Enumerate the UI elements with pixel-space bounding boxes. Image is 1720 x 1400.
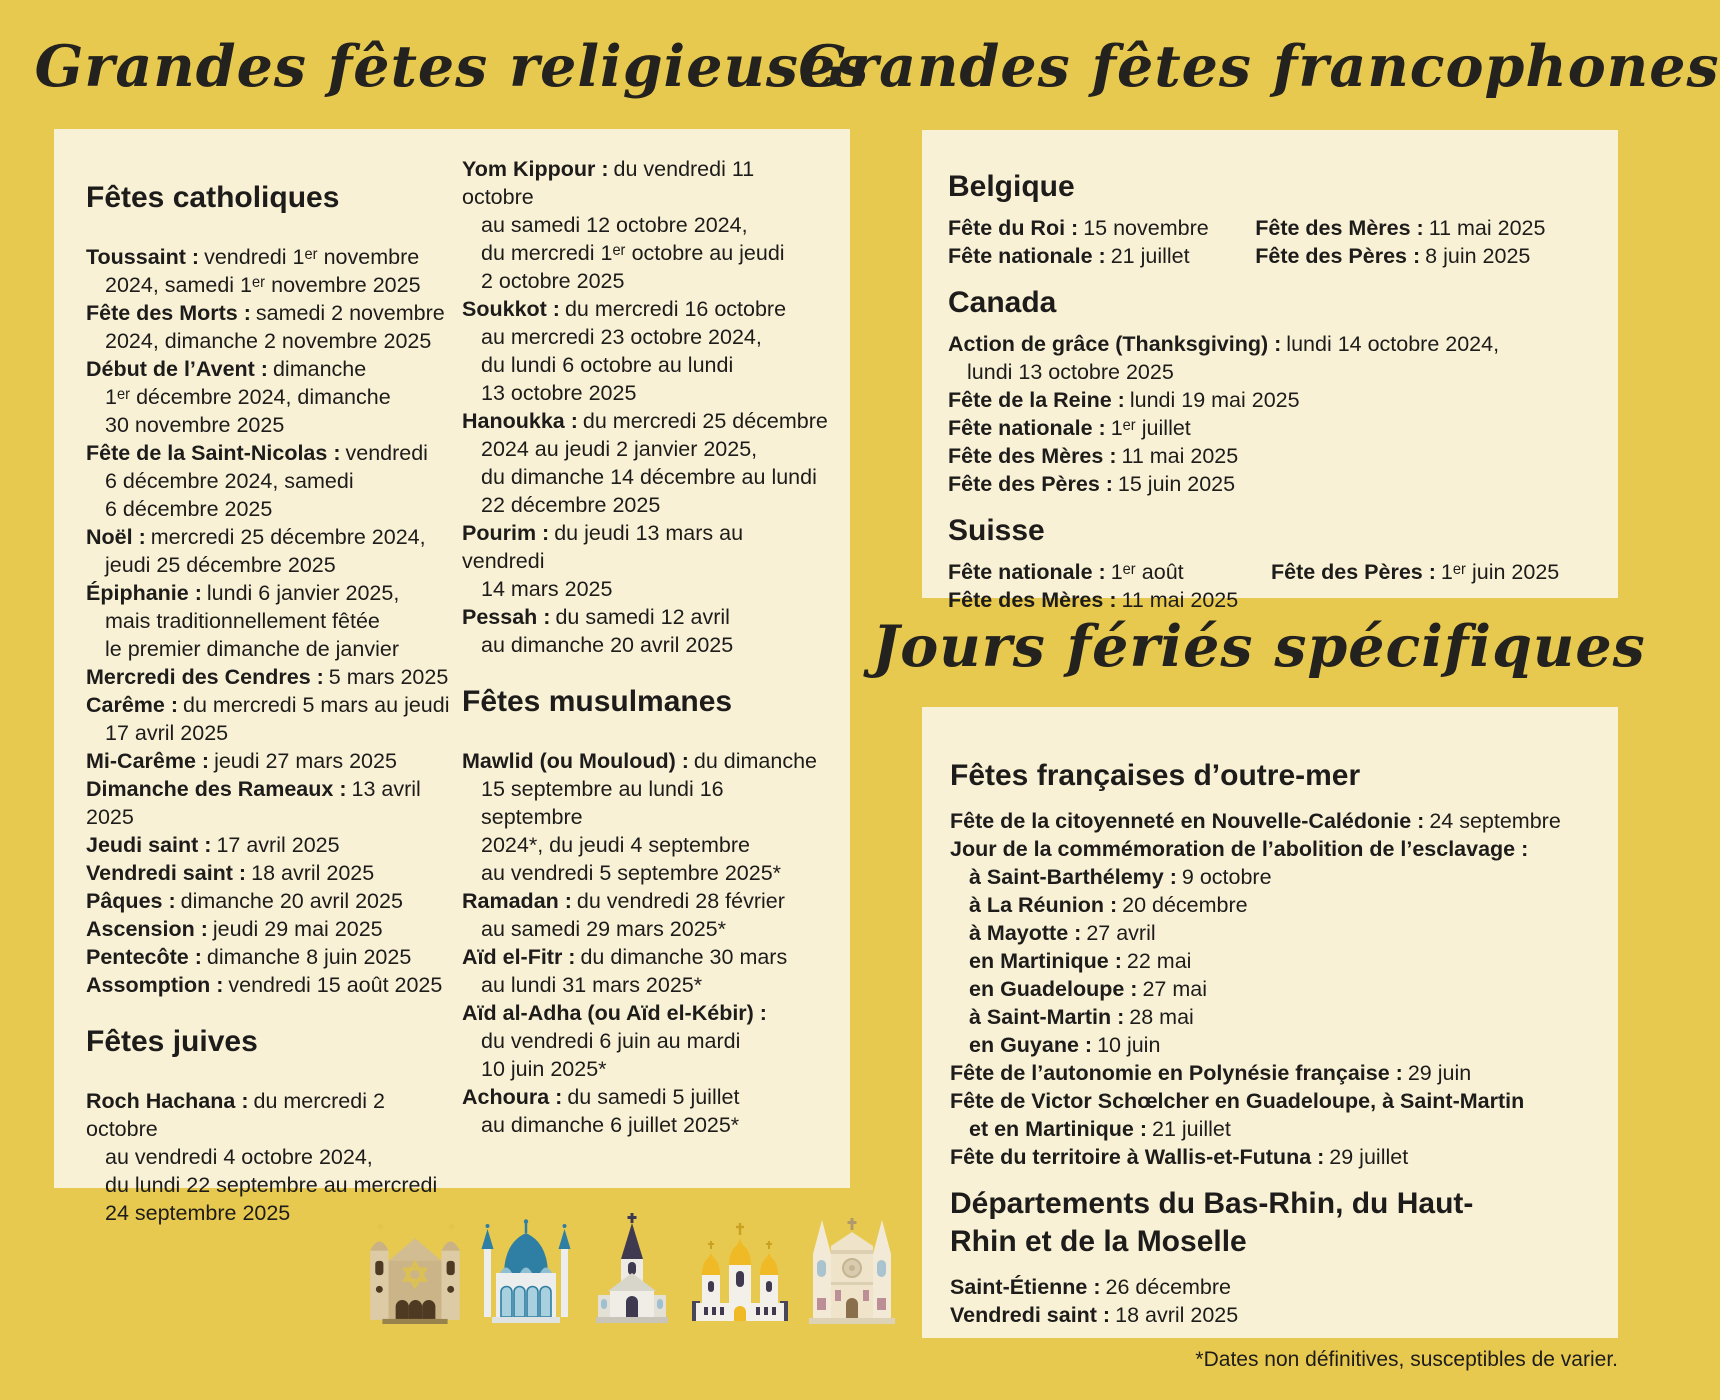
content-block: [948, 168, 1592, 214]
column: [1271, 558, 1592, 614]
entry-line: [462, 463, 828, 491]
entry-text: 1ᵉʳ juillet: [1110, 416, 1191, 440]
entry-line: [948, 414, 1592, 442]
entry-label: Épiphanie :: [86, 581, 202, 605]
entry-line: [86, 831, 452, 859]
entry-label: Ascension :: [86, 917, 208, 941]
entry-line: [86, 1143, 452, 1171]
entry-text: 11 mai 2025: [1121, 444, 1239, 468]
entry-label: Carême :: [86, 693, 179, 717]
entry-line: [462, 295, 828, 323]
entry-line: [948, 558, 1271, 586]
entry-text: du samedi 5 juillet: [567, 1085, 740, 1109]
entry-text: du dimanche: [693, 749, 818, 773]
entry-label: Noël :: [86, 525, 146, 549]
title-specific-public-holidays: Jours fériés spécifiques: [872, 612, 1646, 680]
entry-list: [462, 155, 828, 659]
entry-text: 1ᵉʳ août: [1110, 560, 1184, 584]
entry-label: Début de l’Avent :: [86, 357, 268, 381]
cathedral-icon: [806, 1212, 898, 1324]
entry-text: dimanche 20 avril 2025: [180, 889, 403, 913]
entry-text: au samedi 12 octobre 2024,: [481, 213, 748, 237]
entry-line: [950, 891, 1592, 919]
entry-line: [1255, 242, 1592, 270]
column: [948, 214, 1255, 270]
section-heading: Fêtes juives: [86, 1025, 258, 1058]
entry-label: Fête des Pères :: [948, 472, 1113, 496]
entry-label: Yom Kippour :: [462, 157, 609, 181]
entry-text: mercredi 25 décembre 2024,: [150, 525, 426, 549]
entry-text: 2024, dimanche 2 novembre 2025: [105, 329, 432, 353]
entry-line: [462, 915, 828, 943]
entry-label: Pourim :: [462, 521, 550, 545]
entry-line: [462, 519, 828, 575]
entry-text: 6 décembre 2024, samedi: [105, 469, 354, 493]
entry-line: [86, 719, 452, 747]
entry-text: jeudi 27 mars 2025: [214, 749, 397, 773]
entry-line: [462, 631, 828, 659]
entry-label: Fête des Pères :: [1270, 560, 1436, 584]
entry-label: Fête de l’autonomie en Polynésie française :: [950, 1061, 1403, 1085]
entry-label: Fête nationale :: [948, 244, 1106, 268]
entry-label: Vendredi saint :: [950, 1303, 1111, 1327]
entry-line: [86, 1087, 452, 1143]
orthodox-cathedral-icon: [690, 1218, 790, 1324]
entry-label: Fête de Victor Schœlcher en Guadeloupe, à Saint-Martin: [950, 1089, 1525, 1113]
entry-text: 11 mai 2025: [1428, 216, 1546, 240]
content-block: [462, 683, 828, 721]
content-block: [950, 757, 1592, 795]
entry-label: Mawlid (ou Mouloud) :: [462, 749, 689, 773]
section-heading: Fêtes musulmanes: [462, 685, 733, 718]
entry-line: [950, 807, 1592, 835]
entry-list: [462, 747, 828, 1139]
entry-line: [462, 267, 828, 295]
entry-label: Fête de la Saint-Nicolas :: [86, 441, 341, 465]
entry-line: [86, 607, 452, 635]
entry-text: lundi 14 octobre 2024,: [1286, 332, 1500, 356]
entry-text: 18 avril 2025: [1115, 1303, 1239, 1327]
entry-line: [948, 386, 1592, 414]
entry-line: [86, 775, 452, 831]
church-icon: [590, 1210, 674, 1324]
entry-list: [950, 807, 1592, 1171]
entry-line: [950, 975, 1592, 1003]
entry-text: 21 juillet: [1151, 1117, 1231, 1141]
content-block: [86, 179, 452, 217]
entry-line: [86, 887, 452, 915]
dates-disclaimer: *Dates non définitives, susceptibles de varier.: [1195, 1348, 1618, 1371]
entry-text: au vendredi 5 septembre 2025*: [481, 861, 782, 885]
entry-text: 8 juin 2025: [1425, 244, 1531, 268]
entry-line: [86, 523, 452, 551]
entry-text: 29 juillet: [1329, 1145, 1409, 1169]
entry-line: [86, 691, 452, 719]
entry-list: [948, 330, 1592, 498]
entry-line: [950, 1273, 1592, 1301]
francophone-blocks: [948, 168, 1592, 614]
entry-line: [462, 1083, 828, 1111]
entry-line: [462, 831, 828, 859]
content-block: [86, 243, 452, 999]
entry-line: [948, 442, 1592, 470]
entry-line: [86, 635, 452, 663]
entry-text: du samedi 12 avril: [555, 605, 730, 629]
entry-text: 6 décembre 2025: [105, 497, 273, 521]
entry-text: 1ᵉʳ juin 2025: [1440, 560, 1560, 584]
column: [948, 558, 1271, 614]
entry-text: du vendredi 6 juin au mardi: [481, 1029, 741, 1053]
specific-blocks: [950, 757, 1592, 1329]
entry-label: Fête de la Reine :: [948, 388, 1125, 412]
entry-text: vendredi: [345, 441, 428, 465]
entry-text: 17 avril 2025: [216, 833, 340, 857]
entry-label: Hanoukka :: [462, 409, 578, 433]
entry-line: [86, 579, 452, 607]
entry-label: à La Réunion :: [969, 893, 1118, 917]
entry-text: du jeudi 13 mars au vendredi: [462, 521, 744, 573]
entry-line: [86, 1171, 452, 1199]
entry-text: au lundi 31 mars 2025*: [481, 973, 703, 997]
entry-line: [462, 971, 828, 999]
entry-text: du lundi 22 septembre au mercredi: [105, 1173, 438, 1197]
section-heading: Départements du Bas-Rhin, du Haut-Rhin et de la Moselle: [950, 1187, 1474, 1258]
entry-line: [86, 859, 452, 887]
entry-label: Pâques :: [86, 889, 176, 913]
entry-label: Soukkot :: [462, 297, 560, 321]
entry-line: [950, 1059, 1592, 1087]
entry-text: 2024 au jeudi 2 janvier 2025,: [481, 437, 758, 461]
entry-line: [948, 586, 1271, 614]
entry-text: 29 juin: [1407, 1061, 1472, 1085]
entry-label: Saint-Étienne :: [950, 1275, 1101, 1299]
entry-label: à Saint-Martin :: [969, 1005, 1125, 1029]
entry-text: 5 mars 2025: [328, 665, 449, 689]
content-block: [948, 558, 1592, 614]
entry-line: [950, 1143, 1592, 1171]
entry-line: [950, 1087, 1592, 1115]
entry-text: 22 mai: [1126, 949, 1192, 973]
entry-label: Fête nationale :: [948, 416, 1106, 440]
entry-text: 15 septembre au lundi 16 septembre: [481, 777, 724, 829]
entry-line: [948, 358, 1592, 386]
entry-text: lundi 19 mai 2025: [1129, 388, 1300, 412]
mosque-icon: [478, 1212, 574, 1324]
title-francophone-holidays: Grandes fêtes francophones: [798, 32, 1720, 100]
entry-line: [462, 859, 828, 887]
entry-line: [86, 915, 452, 943]
entry-label: Fête du Roi :: [948, 216, 1079, 240]
entry-line: [462, 211, 828, 239]
content-block: [950, 1273, 1592, 1329]
entry-line: [948, 330, 1592, 358]
entry-label: Fête des Mères :: [948, 444, 1117, 468]
entry-text: jeudi 29 mai 2025: [212, 917, 383, 941]
content-block: [86, 1023, 452, 1061]
entry-label: Toussaint :: [86, 245, 200, 269]
content-block: [462, 155, 828, 659]
content-block: [950, 1185, 1592, 1261]
country-heading: Suisse: [948, 514, 1045, 547]
entry-text: 24 septembre: [1429, 809, 1561, 833]
entry-label: Jeudi saint :: [86, 833, 212, 857]
entry-text: du mercredi 5 mars au jeudi: [183, 693, 450, 717]
entry-text: au dimanche 6 juillet 2025*: [481, 1113, 740, 1137]
entry-text: au mercredi 23 octobre 2024,: [481, 325, 762, 349]
entry-label: Ramadan :: [462, 889, 572, 913]
entry-text: du vendredi 28 février: [576, 889, 785, 913]
entry-label: Jour de la commémoration de l’abolition de l’esclavage :: [950, 837, 1529, 861]
entry-line: [86, 439, 452, 467]
entry-line: [86, 327, 452, 355]
entry-line: [86, 495, 452, 523]
entry-line: [462, 323, 828, 351]
entry-line: [86, 551, 452, 579]
entry-text: 14 mars 2025: [481, 577, 613, 601]
synagogue-icon: [368, 1216, 462, 1324]
entry-text: 21 juillet: [1110, 244, 1190, 268]
entry-label: et en Martinique :: [969, 1117, 1147, 1141]
title-religious-holidays: Grandes fêtes religieuses: [34, 32, 870, 100]
worship-buildings-row: [368, 1198, 848, 1324]
entry-text: 18 avril 2025: [251, 861, 375, 885]
entry-line: [948, 214, 1255, 242]
entry-text: du mercredi 1ᵉʳ octobre au jeudi: [481, 241, 785, 265]
entry-line: [86, 243, 452, 271]
entry-text: 2 octobre 2025: [481, 269, 625, 293]
entry-line: [462, 1055, 828, 1083]
entry-text: 10 juin 2025*: [481, 1057, 607, 1081]
specific-holidays-panel: [922, 707, 1618, 1338]
entry-label: Action de grâce (Thanksgiving) :: [948, 332, 1282, 356]
entry-line: [462, 407, 828, 435]
entry-text: vendredi 1ᵉʳ novembre: [204, 245, 420, 269]
entry-label: Fête du territoire à Wallis-et-Futuna :: [950, 1145, 1325, 1169]
entry-line: [462, 575, 828, 603]
entry-label: en Guadeloupe :: [969, 977, 1138, 1001]
entry-text: 9 octobre: [1181, 865, 1272, 889]
entry-line: [950, 947, 1592, 975]
entry-label: Aïd al-Adha (ou Aïd el-Kébir) :: [462, 1001, 767, 1025]
entry-label: à Mayotte :: [969, 921, 1082, 945]
entry-line: [950, 1003, 1592, 1031]
entry-label: Mercredi des Cendres :: [86, 665, 324, 689]
entry-line: [950, 835, 1592, 863]
country-heading: Canada: [948, 286, 1057, 319]
entry-line: [86, 383, 452, 411]
entry-label: Fête nationale :: [948, 560, 1106, 584]
content-block: [948, 512, 1592, 558]
entry-label: Fête des Mères :: [1255, 216, 1424, 240]
entry-line: [462, 1027, 828, 1055]
entry-line: [86, 271, 452, 299]
entry-label: en Guyane :: [969, 1033, 1093, 1057]
entry-line: [462, 943, 828, 971]
entry-line: [462, 603, 828, 631]
entry-text: au vendredi 4 octobre 2024,: [105, 1145, 373, 1169]
entry-text: 27 mai: [1142, 977, 1207, 1001]
entry-text: 13 avril 2025: [86, 777, 421, 829]
entry-text: 11 mai 2025: [1121, 588, 1239, 612]
content-block: [948, 284, 1592, 330]
entry-text: le premier dimanche de janvier: [105, 637, 399, 661]
entry-line: [86, 943, 452, 971]
entry-text: du mercredi 2 octobre: [86, 1089, 385, 1141]
content-block: [948, 330, 1592, 498]
entry-text: 17 avril 2025: [105, 721, 229, 745]
entry-line: [86, 971, 452, 999]
entry-text: lundi 13 octobre 2025: [967, 360, 1174, 384]
entry-text: 10 juin: [1097, 1033, 1161, 1057]
entry-text: du dimanche 14 décembre au lundi: [481, 465, 817, 489]
entry-line: [86, 355, 452, 383]
content-block: [462, 747, 828, 1139]
entry-label: Assomption :: [86, 973, 224, 997]
entry-text: du mercredi 25 décembre: [582, 409, 828, 433]
entry-text: 22 décembre 2025: [481, 493, 661, 517]
entry-text: dimanche 8 juin 2025: [206, 945, 412, 969]
section-heading: Fêtes françaises d’outre-mer: [950, 759, 1361, 792]
entry-text: 30 novembre 2025: [105, 413, 285, 437]
entry-text: au dimanche 20 avril 2025: [481, 633, 734, 657]
entry-label: Pessah :: [462, 605, 551, 629]
entry-text: 20 décembre: [1122, 893, 1248, 917]
content-block: [950, 807, 1592, 1171]
entry-label: Fête des Pères :: [1255, 244, 1421, 268]
entry-label: Aïd el-Fitr :: [462, 945, 576, 969]
entry-line: [462, 887, 828, 915]
entry-line: [86, 663, 452, 691]
entry-label: Achoura :: [462, 1085, 563, 1109]
entry-label: Fête des Morts :: [86, 301, 251, 325]
entry-line: [462, 351, 828, 379]
entry-text: 26 décembre: [1105, 1275, 1232, 1299]
entry-line: [462, 379, 828, 407]
entry-label: à Saint-Barthélemy :: [969, 865, 1177, 889]
religious-holidays-panel: [54, 129, 850, 1225]
entry-line: [462, 239, 828, 267]
entry-line: [950, 1115, 1592, 1143]
entry-line: [950, 1301, 1592, 1329]
entry-label: Fête des Mères :: [948, 588, 1117, 612]
entry-label: Roch Hachana :: [86, 1089, 249, 1113]
section-heading: Fêtes catholiques: [86, 181, 340, 214]
entry-line: [948, 470, 1592, 498]
entry-line: [1271, 558, 1592, 586]
entry-line: [86, 411, 452, 439]
entry-text: mais traditionnellement fêtée: [105, 609, 380, 633]
entry-text: jeudi 25 décembre 2025: [105, 553, 336, 577]
religious-column-1: [86, 155, 462, 1225]
entry-text: 13 octobre 2025: [481, 381, 637, 405]
entry-text: 2024*, du jeudi 4 septembre: [481, 833, 750, 857]
entry-label: Vendredi saint :: [86, 861, 247, 885]
entry-text: vendredi 15 août 2025: [228, 973, 443, 997]
entry-text: 28 mai: [1129, 1005, 1194, 1029]
entry-label: Pentecôte :: [86, 945, 202, 969]
entry-label: Mi-Carême :: [86, 749, 210, 773]
entry-text: 2024, samedi 1ᵉʳ novembre 2025: [105, 273, 421, 297]
entry-text: du dimanche 30 mars: [580, 945, 788, 969]
entry-line: [86, 299, 452, 327]
entry-line: [950, 919, 1592, 947]
entry-label: Fête de la citoyenneté en Nouvelle-Calédonie :: [950, 809, 1425, 833]
entry-label: en Martinique :: [969, 949, 1122, 973]
entry-text: 24 septembre 2025: [105, 1201, 291, 1225]
entry-line: [462, 747, 828, 775]
column: [1255, 214, 1592, 270]
entry-text: du lundi 6 octobre au lundi: [481, 353, 734, 377]
entry-text: 15 juin 2025: [1117, 472, 1236, 496]
entry-text: au samedi 29 mars 2025*: [481, 917, 727, 941]
entry-line: [948, 242, 1255, 270]
entry-line: [1255, 214, 1592, 242]
entry-line: [462, 491, 828, 519]
entry-line: [950, 863, 1592, 891]
two-column-list: [948, 558, 1592, 614]
entry-line: [462, 435, 828, 463]
entry-line: [86, 747, 452, 775]
francophone-holidays-panel: [922, 130, 1618, 612]
entry-line: [462, 999, 828, 1027]
entry-text: du mercredi 16 octobre: [564, 297, 787, 321]
entry-text: 27 avril: [1086, 921, 1156, 945]
entry-line: [462, 155, 828, 211]
entry-line: [462, 775, 828, 831]
entry-text: du vendredi 11 octobre: [462, 157, 755, 209]
country-heading: Belgique: [948, 170, 1075, 203]
entry-label: Dimanche des Rameaux :: [86, 777, 347, 801]
entry-text: samedi 2 novembre: [255, 301, 445, 325]
religious-column-2: [462, 155, 828, 1178]
entry-text: 15 novembre: [1083, 216, 1209, 240]
entry-text: dimanche: [272, 357, 367, 381]
two-column-list: [948, 214, 1592, 270]
entry-list: [950, 1273, 1592, 1329]
entry-list: [86, 243, 452, 999]
entry-line: [86, 467, 452, 495]
entry-line: [950, 1031, 1592, 1059]
entry-line: [462, 1111, 828, 1139]
content-block: [948, 214, 1592, 270]
entry-text: lundi 6 janvier 2025,: [206, 581, 400, 605]
entry-text: 1ᵉʳ décembre 2024, dimanche: [105, 385, 391, 409]
